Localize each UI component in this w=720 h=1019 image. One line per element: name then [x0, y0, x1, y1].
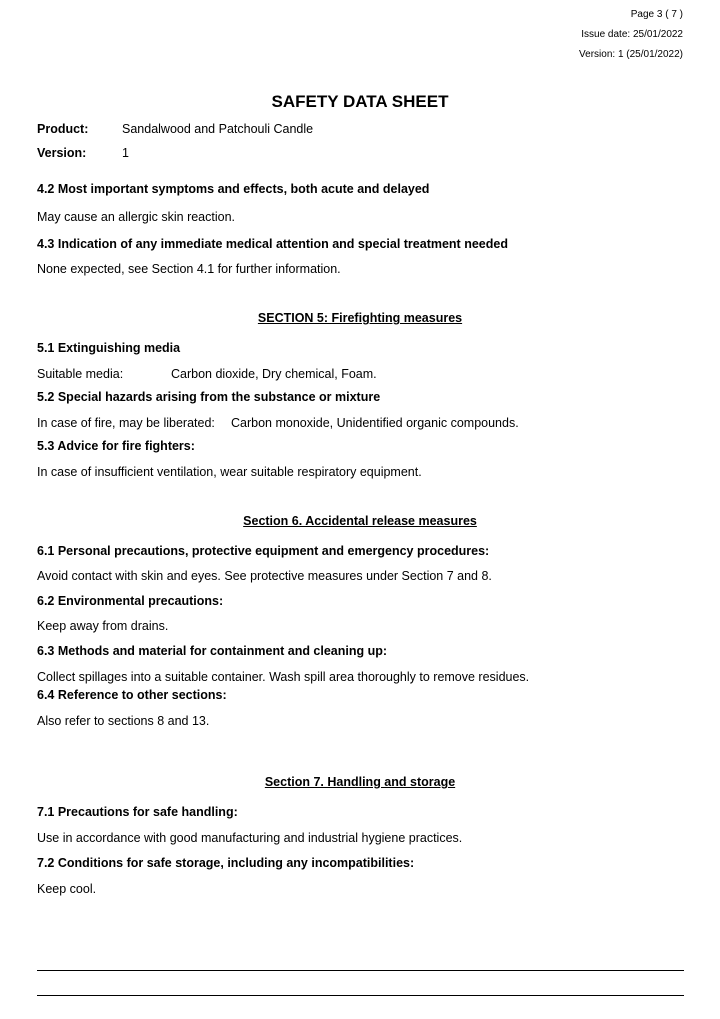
text-6-2: Keep away from drains. — [37, 619, 169, 633]
text-5-2-value: Carbon monoxide, Unidentified organic compounds. — [231, 416, 519, 430]
heading-4-3: 4.3 Indication of any immediate medical attention and special treatment needed — [37, 237, 508, 251]
heading-6-1: 6.1 Personal precautions, protective equipment and emergency procedures: — [37, 544, 490, 558]
section-6-title: Section 6. Accidental release measures — [243, 514, 477, 528]
page-number: Page 3 ( 7 ) — [630, 9, 683, 20]
heading-6-3: 6.3 Methods and material for containment and cleaning up: — [37, 644, 388, 658]
text-5-1-value: Carbon dioxide, Dry chemical, Foam. — [171, 367, 377, 381]
footer-rule-top — [37, 970, 684, 971]
text-5-3: In case of insufficient ventilation, wear suitable respiratory equipment. — [37, 465, 422, 479]
text-7-2: Keep cool. — [37, 882, 97, 896]
heading-5-3: 5.3 Advice for fire fighters: — [37, 439, 195, 453]
issue-date: Issue date: 25/01/2022 — [581, 29, 683, 40]
heading-7-1: 7.1 Precautions for safe handling: — [37, 805, 238, 819]
heading-5-2: 5.2 Special hazards arising from the substance or mixture — [37, 390, 381, 404]
product-value: Sandalwood and Patchouli Candle — [122, 122, 314, 136]
document-title: SAFETY DATA SHEET — [271, 92, 449, 111]
footer-rule-bottom — [37, 995, 684, 996]
text-5-1-label: Suitable media: — [37, 367, 124, 381]
header-version: Version: 1 (25/01/2022) — [579, 49, 683, 60]
heading-6-2: 6.2 Environmental precautions: — [37, 594, 224, 608]
section-5-title: SECTION 5: Firefighting measures — [257, 311, 463, 325]
version-label: Version: — [37, 146, 87, 160]
heading-5-1: 5.1 Extinguishing media — [37, 341, 181, 355]
text-6-1: Avoid contact with skin and eyes. See protective measures under Section 7 and 8. — [37, 569, 492, 583]
heading-6-4: 6.4 Reference to other sections: — [37, 688, 227, 702]
text-4-2: May cause an allergic skin reaction. — [37, 210, 236, 224]
text-5-2-label: In case of fire, may be liberated: — [37, 416, 215, 430]
version-value: 1 — [122, 146, 129, 160]
heading-4-2: 4.2 Most important symptoms and effects, both acute and delayed — [37, 182, 430, 196]
text-7-1: Use in accordance with good manufacturing and industrial hygiene practices. — [37, 831, 463, 845]
section-7-title: Section 7. Handling and storage — [264, 775, 456, 789]
text-4-3: None expected, see Section 4.1 for further information. — [37, 262, 341, 276]
heading-7-2: 7.2 Conditions for safe storage, including any incompatibilities: — [37, 856, 415, 870]
text-6-3: Collect spillages into a suitable container. Wash spill area thoroughly to remove residues. — [37, 670, 530, 684]
text-6-4: Also refer to sections 8 and 13. — [37, 714, 210, 728]
product-label: Product: — [37, 122, 89, 136]
